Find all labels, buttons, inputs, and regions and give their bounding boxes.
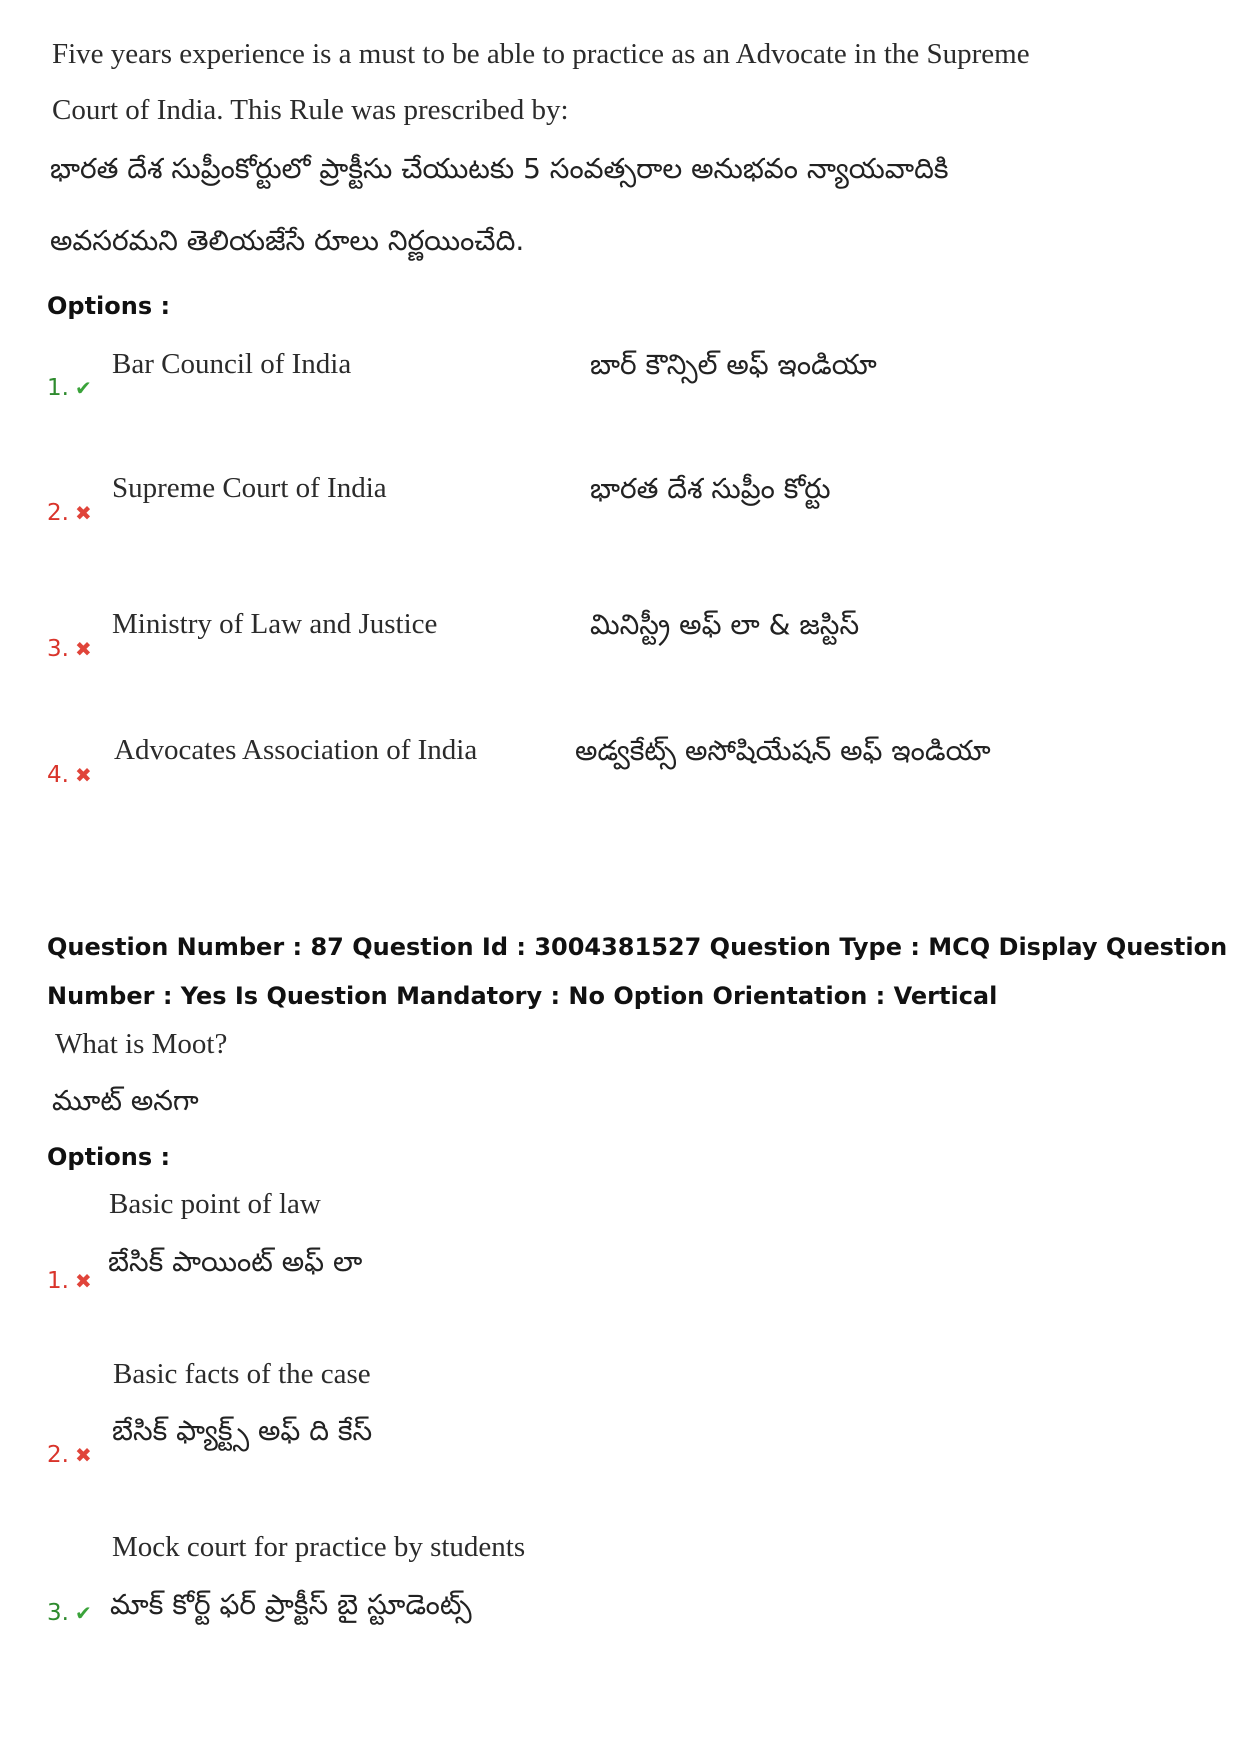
question-87-meta-line2: Number : Yes Is Question Mandatory : No Option Orientation : Vertical (47, 982, 998, 1010)
options-label: Options : (47, 1143, 171, 1171)
check-icon: ✔ (74, 378, 92, 400)
cross-icon: ✖ (74, 1445, 92, 1467)
option-number: 4. (47, 762, 69, 788)
option-2-telugu: బేసిక్ ఫ్యాక్ట్స్ అఫ్ ది కేస్ (112, 1414, 373, 1447)
option-1-telugu: బార్ కౌన్సిల్ అఫ్ ఇండియా (590, 348, 877, 381)
option-1-marker (47, 1268, 92, 1294)
option-3-marker (47, 1600, 92, 1626)
option-4-text: Advocates Association of India (114, 734, 478, 766)
question-86-text-line2: Court of India. This Rule was prescribed by: (52, 94, 569, 126)
option-1-text: Basic point of law (109, 1188, 321, 1220)
option-2-telugu: భారత దేశ సుప్రీం కోర్టు (590, 472, 831, 505)
option-3-text: Ministry of Law and Justice (112, 608, 438, 640)
option-3-text: Mock court for practice by students (112, 1531, 526, 1563)
cross-icon: ✖ (74, 1271, 92, 1293)
cross-icon: ✖ (74, 503, 92, 525)
question-86-telugu-line1: భారత దేశ సుప్రీంకోర్టులో ప్రాక్టీసు చేయుటకు 5 సంవత్సరాల అనుభవం న్యాయవాదికి (50, 152, 949, 185)
option-2-marker (47, 500, 92, 526)
option-4-telugu: అడ్వకేట్స్ అసోషియేషన్ అఫ్ ఇండియా (575, 734, 991, 767)
option-number: 1. (47, 1268, 69, 1294)
option-3-marker (47, 636, 92, 662)
option-number: 2. (47, 500, 69, 526)
option-3-telugu: మినిస్ట్రీ అఫ్ లా & జస్టిస్ (590, 608, 860, 641)
option-number: 2. (47, 1442, 69, 1468)
cross-icon: ✖ (74, 639, 92, 661)
option-4-marker (47, 762, 92, 788)
option-2-marker (47, 1442, 92, 1468)
option-1-marker (47, 375, 92, 401)
option-3-telugu: మాక్ కోర్ట్ ఫర్ ప్రాక్టీస్ బై స్టూడెంట్స్ (110, 1588, 472, 1621)
question-86-text-line1: Five years experience is a must to be able to practice as an Advocate in the Supreme (52, 38, 1030, 70)
option-2-text: Supreme Court of India (112, 472, 387, 504)
option-2-text: Basic facts of the case (113, 1358, 371, 1390)
option-number: 1. (47, 375, 69, 401)
check-icon: ✔ (74, 1603, 92, 1625)
options-label: Options : (47, 292, 171, 320)
option-1-text: Bar Council of India (112, 348, 352, 380)
question-87-text: What is Moot? (55, 1028, 228, 1060)
question-87-telugu: మూట్ అనగా (52, 1084, 199, 1117)
cross-icon: ✖ (74, 765, 92, 787)
question-87-meta-line1: Question Number : 87 Question Id : 3004381527 Question Type : MCQ Display Question (47, 933, 1228, 961)
option-number: 3. (47, 636, 69, 662)
option-number: 3. (47, 1600, 69, 1626)
option-1-telugu: బేసిక్ పాయింట్ అఫ్ లా (108, 1245, 363, 1278)
question-86-telugu-line2: అవసరమని తెలియజేసే రూలు నిర్ణయించేది. (50, 224, 525, 257)
